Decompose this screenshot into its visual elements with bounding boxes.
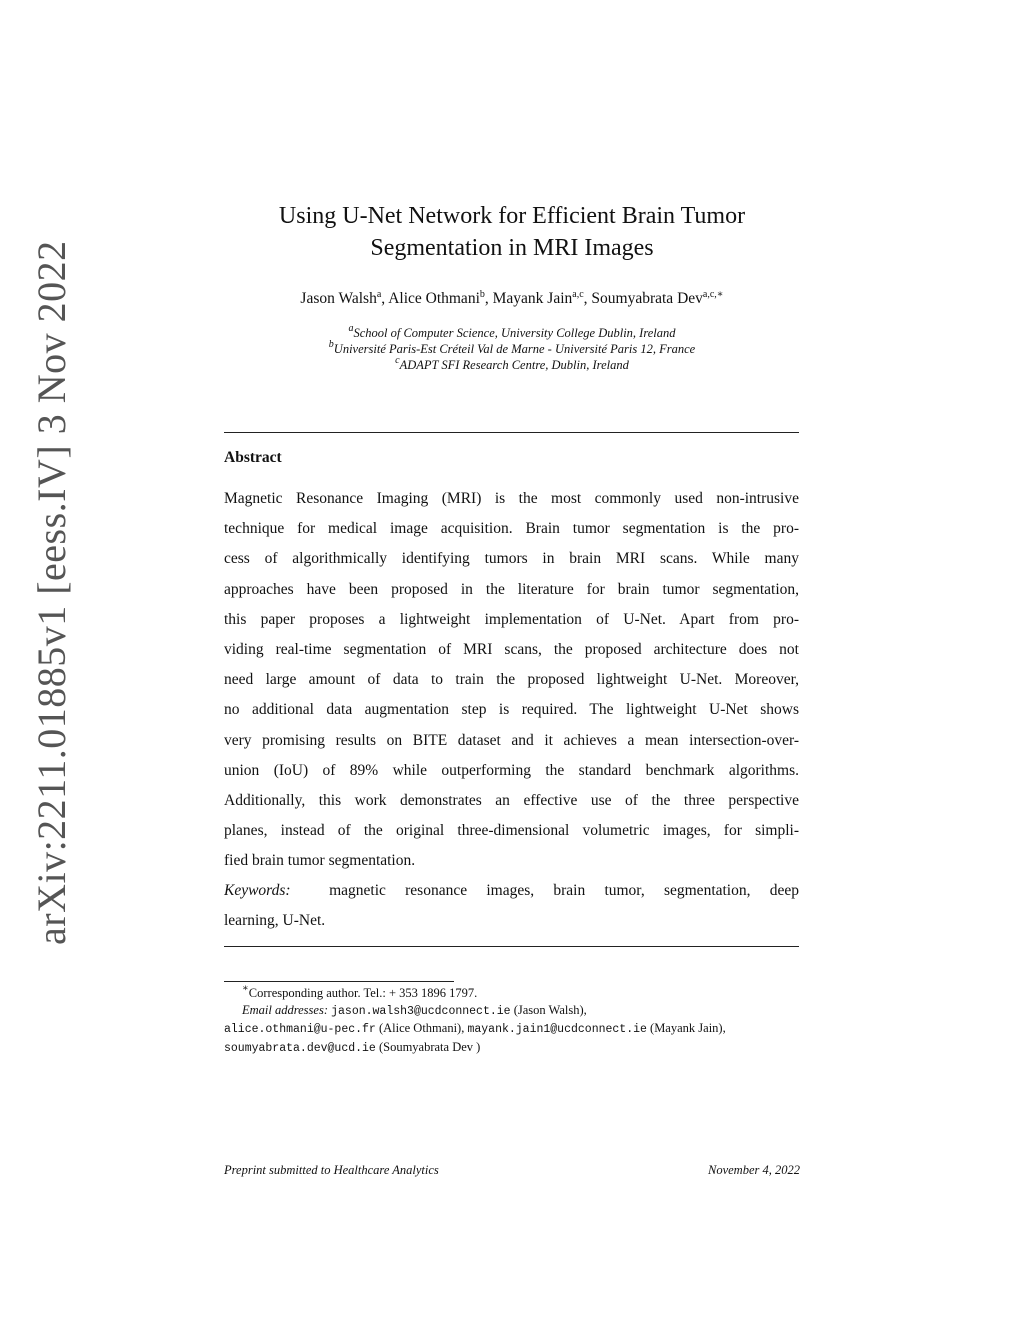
affiliation-text: Université Paris-Est Créteil Val de Marne - Université Paris 12, France [333, 342, 696, 356]
abstract-body [224, 484, 799, 877]
affiliation-line [160, 325, 864, 341]
email-owner: (Jason Walsh), [513, 1002, 587, 1017]
author-affiliation-mark: a [376, 289, 382, 300]
keywords-line [224, 876, 799, 906]
corresponding-author-text: Corresponding author. Tel.: + 353 1896 1797. [248, 986, 478, 1000]
author-affiliation-mark: a,c,∗ [702, 289, 724, 300]
paper-title [200, 200, 824, 264]
title-line-2: Segmentation in MRI Images [370, 235, 654, 261]
affiliation-mark: b [328, 339, 334, 350]
email-owner: (Soumyabrata Dev ) [378, 1039, 481, 1054]
author-list [160, 289, 864, 309]
abstract-line: union (IoU) of 89% while outperforming the standard benchmark algorithms. [224, 761, 799, 779]
abstract-line: no additional data augmentation step is required. The lightweight U-Net shows [224, 701, 799, 719]
affiliation-text: School of Computer Science, University College Dublin, Ireland [353, 326, 676, 340]
email-line [224, 1002, 799, 1021]
abstract-line: this paper proposes a lightweight implementation of U-Net. Apart from pro- [224, 610, 799, 628]
author-name: Mayank Jain [492, 290, 573, 307]
arxiv-identifier-stamp: arXiv:2211.01885v1 [eess.IV] 3 Nov 2022 [29, 240, 74, 945]
abstract-line: planes, instead of the original three-dimensional volumetric images, for simpli- [224, 822, 799, 840]
author-affiliation-mark: b [479, 289, 485, 300]
affiliation-mark: a [348, 323, 354, 334]
abstract-heading: Abstract [224, 449, 282, 466]
affiliation-list [160, 325, 864, 373]
author-separator: , [583, 290, 592, 307]
abstract-line: technique for medical image acquisition. Brain tumor segmentation is the pro- [224, 520, 799, 538]
author-separator: , [484, 290, 493, 307]
abstract-top-rule [224, 432, 799, 433]
keywords-line: learning, U-Net. [224, 912, 326, 930]
email-line [224, 1020, 799, 1039]
corresponding-author-note [224, 985, 799, 1002]
email-link[interactable]: soumyabrata.dev@ucd.ie [224, 1041, 376, 1055]
abstract-line: need large amount of data to train the proposed lightweight U-Net. Moreover, [224, 671, 799, 689]
abstract-line: Magnetic Resonance Imaging (MRI) is the most commonly used non-intrusive [224, 490, 799, 507]
affiliation-line [160, 357, 864, 373]
affiliation-mark: c [395, 355, 400, 366]
preprint-note: Preprint submitted to Healthcare Analytics [224, 1163, 439, 1177]
email-link[interactable]: jason.walsh3@ucdconnect.ie [331, 1004, 511, 1018]
abstract-line: fied brain tumor segmentation. [224, 852, 416, 870]
footnote [224, 985, 799, 1057]
email-owner: (Alice Othmani), [378, 1021, 465, 1035]
author-affiliation-mark: a,c [572, 289, 584, 300]
footnote-rule [224, 981, 454, 982]
affiliation-line [160, 341, 864, 357]
abstract-line: Additionally, this work demonstrates an effective use of the three perspective [224, 792, 799, 810]
affiliation-text: ADAPT SFI Research Centre, Dublin, Ireland [399, 358, 629, 372]
preprint-date: November 4, 2022 [708, 1163, 800, 1177]
author-separator: , [381, 290, 389, 307]
email-link[interactable]: mayank.jain1@ucdconnect.ie [467, 1023, 647, 1036]
abstract-bottom-rule [224, 946, 799, 947]
title-line-1: Using U-Net Network for Efficient Brain Tumor [278, 203, 746, 229]
author-name: Alice Othmani [388, 290, 480, 307]
abstract-line: approaches have been proposed in the literature for brain tumor segmentation, [224, 580, 799, 598]
keywords-block [224, 876, 799, 936]
abstract-line: viding real-time segmentation of MRI scans, the proposed architecture does not [224, 641, 799, 659]
abstract-line: cess of algorithmically identifying tumors in brain MRI scans. While many [224, 550, 799, 568]
abstract-line: very promising results on BITE dataset and it achieves a mean intersection-over- [224, 731, 799, 749]
email-link[interactable]: alice.othmani@u-pec.fr [224, 1023, 376, 1036]
corresponding-mark: ∗ [242, 983, 249, 994]
author-name: Jason Walsh [300, 290, 377, 307]
email-label: Email addresses: [242, 1002, 328, 1017]
author-name: Soumyabrata Dev [591, 290, 703, 307]
keywords-text: magnetic resonance images, brain tumor, segmentation, deep [329, 882, 799, 899]
email-line [224, 1039, 799, 1058]
keywords-label: Keywords: [224, 882, 291, 899]
email-owner: (Mayank Jain), [650, 1021, 726, 1035]
